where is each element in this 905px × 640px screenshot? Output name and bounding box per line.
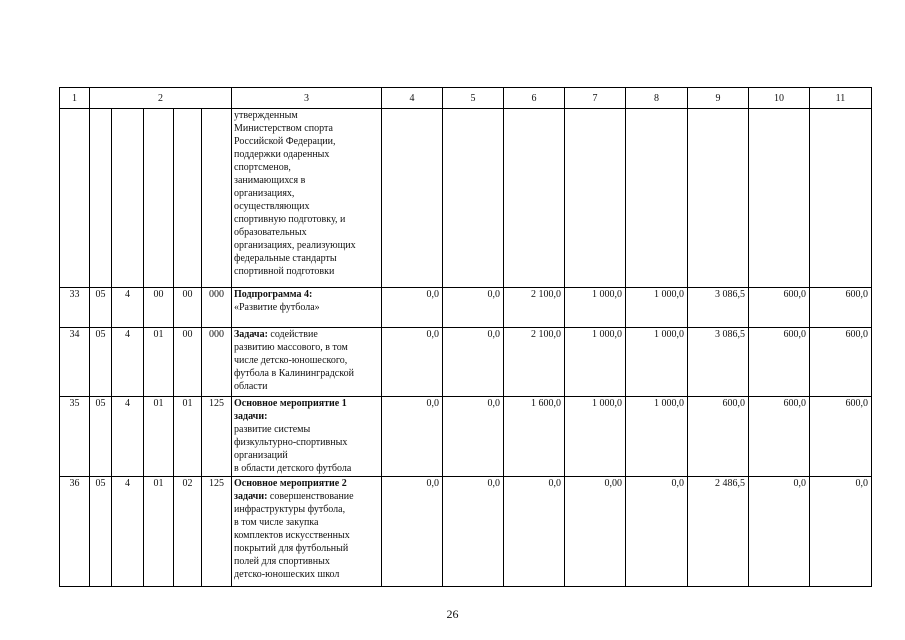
header-cell-6: 6 xyxy=(504,88,565,109)
value-cell: 600,0 xyxy=(810,328,872,397)
header-cell-11: 11 xyxy=(810,88,872,109)
value-cell: 0,0 xyxy=(443,477,504,587)
value-cell: 3 086,5 xyxy=(688,288,749,328)
table-row xyxy=(60,328,872,397)
header-cell-4: 4 xyxy=(382,88,443,109)
code-cell: 01 xyxy=(144,477,174,587)
row-title-bold: Основное мероприятие 1 задачи: xyxy=(234,398,347,422)
code-cell: 05 xyxy=(90,288,112,328)
row-title xyxy=(232,288,382,328)
budget-table xyxy=(59,87,872,587)
code-cell: 01 xyxy=(174,397,202,477)
header-cell-3: 3 xyxy=(232,88,382,109)
value-cell: 0,0 xyxy=(443,397,504,477)
code-cell: 4 xyxy=(112,397,144,477)
row-title xyxy=(232,328,382,397)
value-cell: 1 600,0 xyxy=(504,397,565,477)
row-title-rest: содействие развитию массового, в том числе детско-юношеского, футбола в Калининградской области xyxy=(234,329,354,392)
code-cell: 125 xyxy=(202,397,232,477)
row-title xyxy=(232,397,382,477)
row-number: 35 xyxy=(60,397,90,477)
table-row xyxy=(60,397,872,477)
header-cell-10: 10 xyxy=(749,88,810,109)
code-cell: 4 xyxy=(112,288,144,328)
row-title-bold: Подпрограмма 4: xyxy=(234,289,313,300)
value-cell: 600,0 xyxy=(749,328,810,397)
value-cell: 600,0 xyxy=(749,288,810,328)
value-cell: 1 000,0 xyxy=(565,397,626,477)
value-cell: 600,0 xyxy=(688,397,749,477)
code-cell: 000 xyxy=(202,328,232,397)
value-cell: 1 000,0 xyxy=(565,288,626,328)
header-cell-7: 7 xyxy=(565,88,626,109)
value-cell: 0,0 xyxy=(382,477,443,587)
value-cell: 600,0 xyxy=(810,288,872,328)
row-title-bold: Задача: xyxy=(234,329,268,340)
row-number: 36 xyxy=(60,477,90,587)
value-cell: 0,0 xyxy=(626,477,688,587)
header-row xyxy=(60,88,872,109)
code-cell: 00 xyxy=(174,288,202,328)
value-cell: 600,0 xyxy=(749,397,810,477)
value-cell: 2 100,0 xyxy=(504,288,565,328)
code-cell: 02 xyxy=(174,477,202,587)
value-cell: 1 000,0 xyxy=(626,288,688,328)
code-cell: 000 xyxy=(202,288,232,328)
row-number: 33 xyxy=(60,288,90,328)
code-cell: 01 xyxy=(144,328,174,397)
code-cell: 4 xyxy=(112,477,144,587)
code-cell: 00 xyxy=(174,328,202,397)
code-cell: 00 xyxy=(144,288,174,328)
table-row xyxy=(60,288,872,328)
code-cell: 01 xyxy=(144,397,174,477)
value-cell: 600,0 xyxy=(810,397,872,477)
code-cell: 05 xyxy=(90,477,112,587)
value-cell: 0,0 xyxy=(504,477,565,587)
page-number: 26 xyxy=(446,607,459,621)
row-title-rest: развитие системы физкультурно-спортивных организаций в области детского футбола xyxy=(234,424,352,474)
header-cell-2: 2 xyxy=(90,88,232,109)
value-cell: 1 000,0 xyxy=(565,328,626,397)
row-title-rest: совершенствование инфраструктуры футбола, в том числе закупка комплектов искусственных покрытий для футбольный полей для спортивных детско-юношеских школ xyxy=(234,491,354,580)
code-cell: 05 xyxy=(90,328,112,397)
value-cell: 0,0 xyxy=(382,397,443,477)
value-cell: 0,0 xyxy=(382,328,443,397)
value-cell: 2 100,0 xyxy=(504,328,565,397)
value-cell: 0,0 xyxy=(749,477,810,587)
header-cell-9: 9 xyxy=(688,88,749,109)
continuation-row xyxy=(60,109,872,288)
header-cell-5: 5 xyxy=(443,88,504,109)
row-number: 34 xyxy=(60,328,90,397)
continuation-text: утвержденным Министерством спорта Российской Федерации, поддержки одаренных спортсменов, занимающихся в организациях, осуществляющих спортивную подготовку, и образовательных организациях, реализующих федеральные стандарты спортивной подготовки xyxy=(232,109,382,288)
row-title-rest: «Развитие футбола» xyxy=(234,302,320,313)
header-cell-8: 8 xyxy=(626,88,688,109)
value-cell: 1 000,0 xyxy=(626,328,688,397)
value-cell: 1 000,0 xyxy=(626,397,688,477)
value-cell: 0,00 xyxy=(565,477,626,587)
header-cell-1: 1 xyxy=(60,88,90,109)
code-cell: 05 xyxy=(90,397,112,477)
value-cell: 0,0 xyxy=(443,288,504,328)
row-title-bold: Основное мероприятие 2 задачи: xyxy=(234,478,347,502)
value-cell: 0,0 xyxy=(443,328,504,397)
row-title xyxy=(232,477,382,587)
value-cell: 2 486,5 xyxy=(688,477,749,587)
value-cell: 0,0 xyxy=(810,477,872,587)
value-cell: 0,0 xyxy=(382,288,443,328)
code-cell: 4 xyxy=(112,328,144,397)
code-cell: 125 xyxy=(202,477,232,587)
table-row xyxy=(60,477,872,587)
value-cell: 3 086,5 xyxy=(688,328,749,397)
